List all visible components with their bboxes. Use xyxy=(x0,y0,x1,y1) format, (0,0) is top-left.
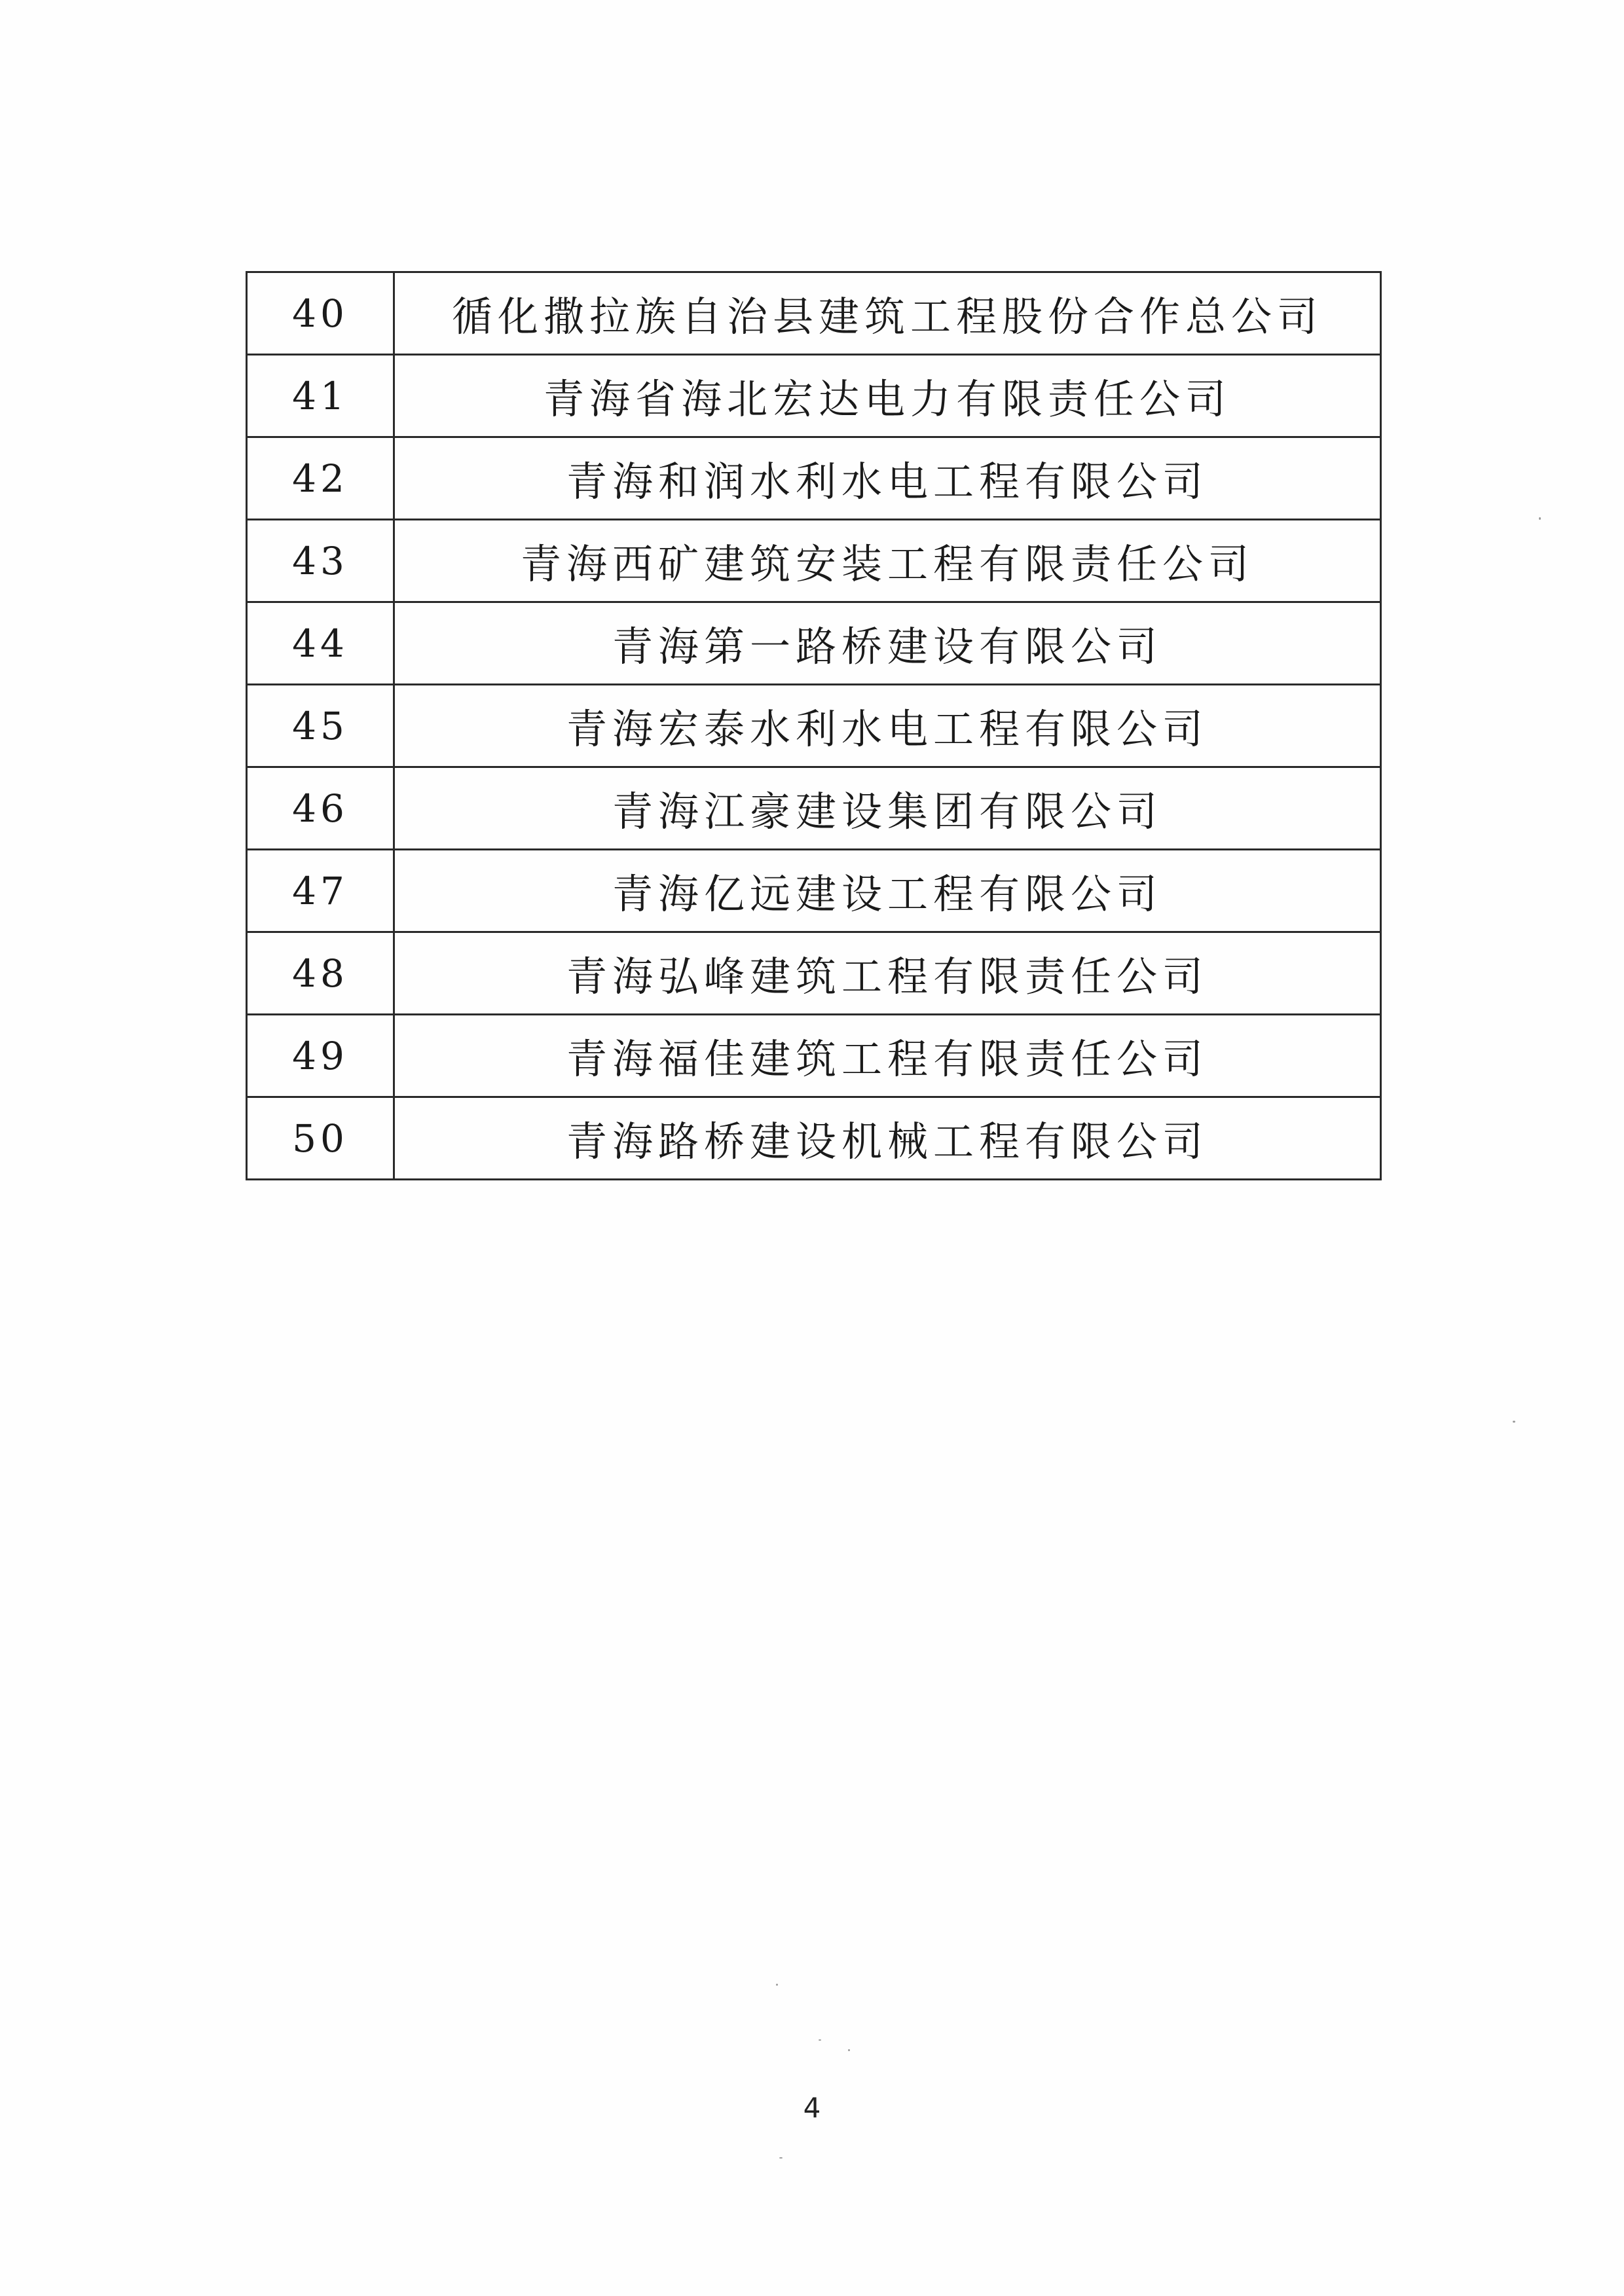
table-row xyxy=(247,932,1381,1015)
company-name: 青海和润水利水电工程有限公司 xyxy=(394,437,1381,520)
row-index: 50 xyxy=(247,1097,394,1180)
table-row xyxy=(247,355,1381,437)
row-index: 42 xyxy=(247,437,394,520)
row-index: 43 xyxy=(247,520,394,602)
company-name: 循化撒拉族自治县建筑工程股份合作总公司 xyxy=(394,272,1381,355)
scan-speck xyxy=(776,1984,778,1986)
company-name: 青海亿远建设工程有限公司 xyxy=(394,850,1381,932)
row-index: 41 xyxy=(247,355,394,437)
company-name: 青海西矿建筑安装工程有限责任公司 xyxy=(394,520,1381,602)
table-row xyxy=(247,685,1381,767)
row-index: 48 xyxy=(247,932,394,1015)
row-index: 45 xyxy=(247,685,394,767)
table-row xyxy=(247,850,1381,932)
company-name: 青海福佳建筑工程有限责任公司 xyxy=(394,1015,1381,1097)
company-name: 青海省海北宏达电力有限责任公司 xyxy=(394,355,1381,437)
row-index: 46 xyxy=(247,767,394,850)
company-list-table xyxy=(246,271,1382,1180)
scan-speck xyxy=(1513,1421,1515,1423)
row-index: 49 xyxy=(247,1015,394,1097)
table-row xyxy=(247,1097,1381,1180)
table-row xyxy=(247,602,1381,685)
row-index: 44 xyxy=(247,602,394,685)
company-name: 青海江豪建设集团有限公司 xyxy=(394,767,1381,850)
company-name: 青海弘峰建筑工程有限责任公司 xyxy=(394,932,1381,1015)
scan-speck xyxy=(848,2049,850,2051)
table-row xyxy=(247,520,1381,602)
scan-speck xyxy=(1539,517,1541,520)
company-name: 青海路桥建设机械工程有限公司 xyxy=(394,1097,1381,1180)
company-name: 青海第一路桥建设有限公司 xyxy=(394,602,1381,685)
company-name: 青海宏泰水利水电工程有限公司 xyxy=(394,685,1381,767)
row-index: 40 xyxy=(247,272,394,355)
table-row xyxy=(247,1015,1381,1097)
scan-speck xyxy=(819,2039,821,2041)
table-row xyxy=(247,272,1381,355)
page-number: 4 xyxy=(803,2092,821,2124)
row-index: 47 xyxy=(247,850,394,932)
table-row xyxy=(247,437,1381,520)
table-row xyxy=(247,767,1381,850)
scan-speck xyxy=(779,2157,783,2159)
